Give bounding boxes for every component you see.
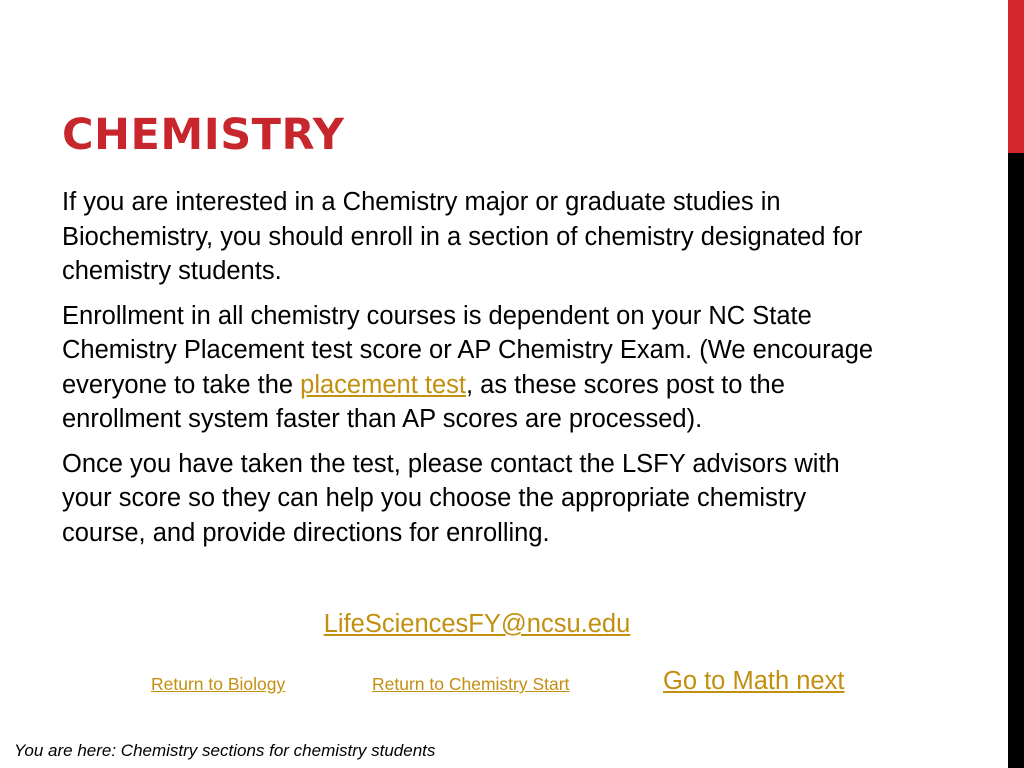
placement-test-link[interactable]: placement test [300,370,466,399]
side-dark-bar [1008,153,1024,768]
side-accent-bar [1008,0,1024,153]
slide-title: CHEMISTRY [62,110,345,160]
paragraph-enrollment-text-end: , as these scores post to the enrollment system faster than AP scores are processed). [62,370,785,433]
email-link[interactable]: LifeSciencesFY@ncsu.edu [323,610,631,638]
return-to-biology-link[interactable]: Return to Biology [151,674,286,694]
paragraph-contact-advisors: Once you have taken the test, please contact the LSFY advisors with your score so they can help you choose the appropriate chemistry course, and provide directions for enrolling. [62,449,840,547]
paragraph-enrollment-text-start: Enrollment in all chemistry courses is dependent on your NC State Chemistry Placement test score or AP Chemistry Exam. (We encourage everyone to take the [62,301,874,399]
slide-body [62,185,892,560]
breadcrumb-you-are-here: You are here: Chemistry sections for chemistry students [14,741,436,760]
paragraph-chemistry-major: If you are interested in a Chemistry major or graduate studies in Biochemistry, you should enroll in a section of chemistry designated for chemistry students. [62,188,863,285]
email-row [62,607,892,641]
go-to-math-next-link[interactable]: Go to Math next [663,667,845,695]
return-to-chemistry-start-link[interactable]: Return to Chemistry Start [372,674,570,694]
paragraph-enrollment [62,299,892,437]
